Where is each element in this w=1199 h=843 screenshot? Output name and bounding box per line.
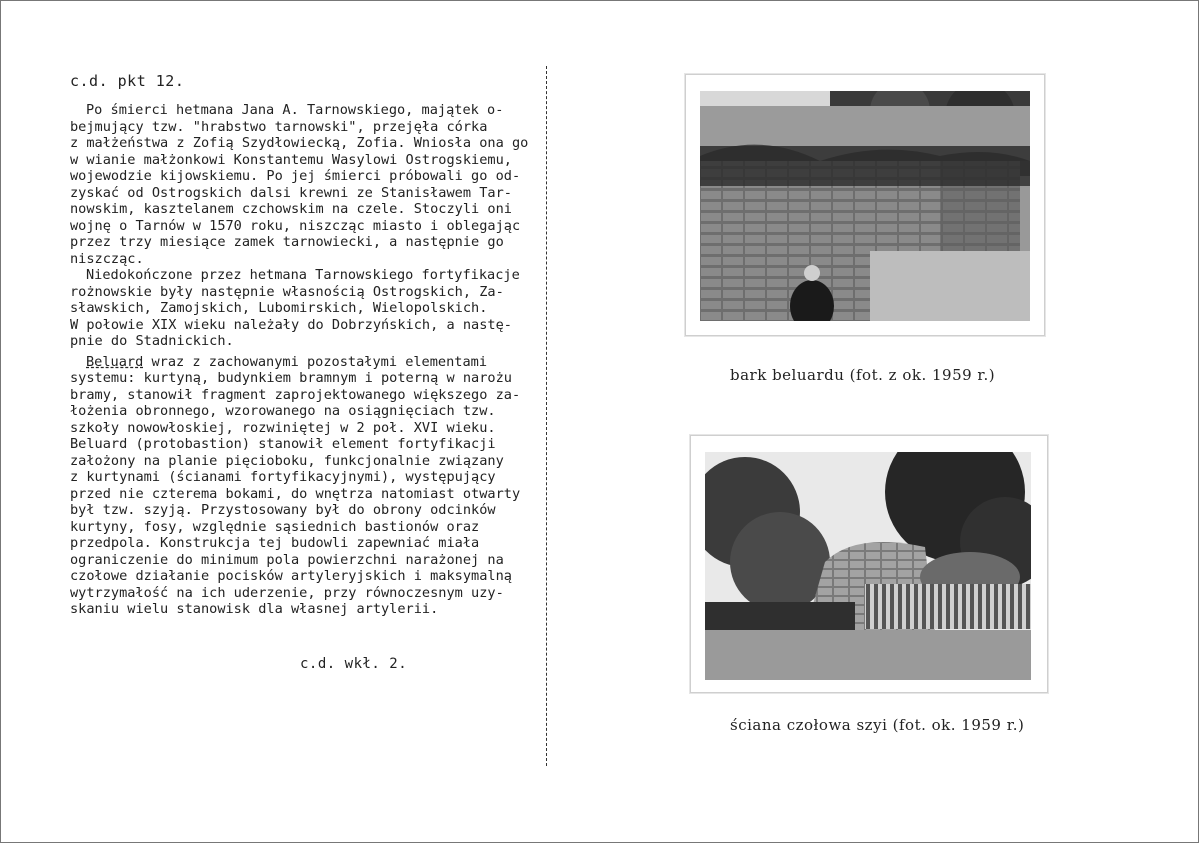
photo-frame-beluard-back bbox=[685, 74, 1045, 336]
text-column bbox=[70, 72, 550, 618]
beluard-term: Beluard bbox=[86, 353, 144, 370]
paragraph-owners: Niedokończone przez hetmana Tarnowskiego fortyfikacje rożnowskie były następnie własnością Ostrogskich, Za- sławskich, Zamojskich, Lubomirskich, Wielopolskich. W połowie XIX wieku należały do Dobrzyńskich, a nastę- pnie do Stadnickich. bbox=[70, 267, 520, 349]
photo-beluard-back-image bbox=[700, 91, 1030, 321]
photo-neck-wall-image bbox=[705, 452, 1031, 680]
photo-beluard-back bbox=[700, 91, 1030, 321]
photo-frame-neck-wall bbox=[690, 435, 1048, 693]
column-divider bbox=[546, 66, 547, 766]
photo-caption-neck-wall: ściana czołowa szyi (fot. ok. 1959 r.) bbox=[730, 716, 1025, 734]
continuation-note: c.d. wkł. 2. bbox=[300, 656, 408, 672]
paragraph-history: Po śmierci hetmana Jana A. Tarnowskiego, majątek o- bejmujący tzw. "hrabstwo tarnowski", przejęła córka z małżeństwa z Zofią Szydłowiecką, Zofia. Wniosła ona go w wianie małżonkowi Konstantemu Wasylowi Ostrogskiemu, wojewodzie kijowskiemu. Po jej śmierci próbowali go od- zyskać od Ostrogskich dalsi krewni ze Stanisławem Tar- nowskim, kasztelanem czchowskim na czele. Stoczyli oni wojnę o Tarnów w 1570 roku, niszcząc miasto i oblegając przez trzy miesiące zamek tarnowiecki, a następnie go niszcząc. bbox=[70, 102, 529, 267]
photo-caption-beluard-back: bark beluardu (fot. z ok. 1959 r.) bbox=[730, 366, 996, 384]
photo-neck-wall bbox=[705, 452, 1031, 680]
page-heading: c.d. pkt 12. bbox=[70, 72, 185, 90]
paragraph-beluard-body: wraz z zachowanymi pozostałymi elementami systemu: kurtyną, budynkiem bramnym i poterną w narożu bramy, stanowił fragment zaprojektowanego większego za- łożenia obronnego, wzorowanego na osiągnięciach tzw. szkoły nowowłoskiej, rozwiniętej w 2 poł. XVI wieku. Beluard (protobastion) stanowił element fortyfikacji założony na planie pięcioboku, funkcjonalnie związany z kurtynami (ścianami fortyfikacyjnymi), występujący przed nie czterema bokami, do wnętrza natomiast otwarty był tzw. szyją. Przystosowany był do obrony odcinków kurtyny, fosy, względnie sąsiednich bastionów oraz przedpola. Konstrukcja tej budowli zapewniać miała ograniczenie do minimum pola powierzchni narażonej na czołowe działanie pocisków artyleryjskich i maksymalną wytrzymałość na ich uderzenie, przy równoczesnym uzy- skaniu wielu stanowisk dla własnej artylerii. bbox=[70, 353, 521, 617]
paragraph-beluard bbox=[70, 354, 550, 618]
